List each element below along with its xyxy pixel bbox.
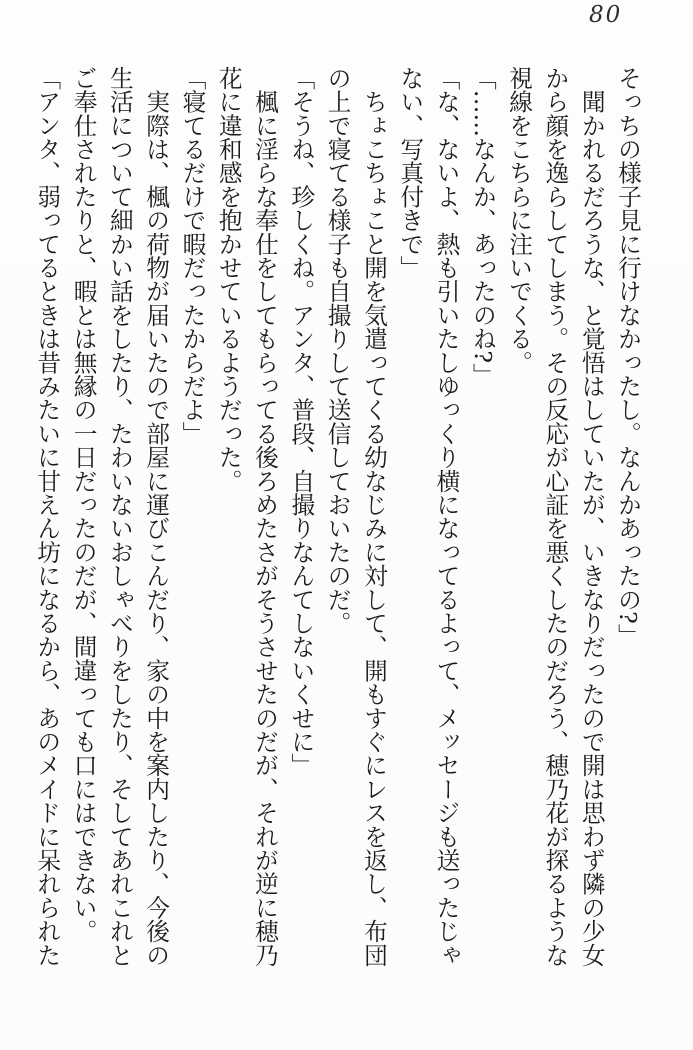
text-line: 「そうね、珍しくね。アンタ、普段、自撮りなんてしないくせに」 — [287, 66, 316, 777]
text-line: 生活について細かい話をしたり、たわいないおしゃべりをしたり、そしてあれこれと — [105, 66, 134, 967]
text-line: ご奉仕されたりと、暇とは無縁の一日だったのだが、間違っても口にはできない。 — [69, 66, 98, 943]
text-line: 聞かれるだろうな、と覚悟はしていたが、いきなりだったので開は思わず隣の少女 — [577, 66, 606, 967]
text-line: 楓に淫らな奉仕をしてもらってる後ろめたさがそうさせたのだが、それが逆に穂乃 — [251, 66, 280, 967]
text-line: ない、写真付きで」 — [396, 66, 425, 280]
text-line: ちょこちょこと開を気遣ってくる幼なじみに対して、開もすぐにレスを返し、布団 — [359, 66, 388, 967]
text-line: 実際は、楓の荷物が届いたので部屋に運びこんだり、家の中を案内したり、今後の — [142, 66, 171, 967]
page-number: 80 — [589, 2, 623, 28]
text-line: 花に違和感を抱かせているようだった。 — [214, 66, 243, 493]
page-text — [29, 66, 646, 970]
text-line: から顔を逸らしてしまう。その反応が心証を悪くしたのだろう、穂乃花が探るような — [541, 66, 570, 967]
text-line: そっちの様子見に行けなかったし。なんかあったの?」 — [614, 66, 642, 648]
text-line: 「寝てるだけで暇だったからだよ」 — [178, 66, 207, 446]
text-line: 「な、ないよ、熱も引いたしゆっくり横になってるよって、メッセージも送ったじゃ — [432, 66, 461, 967]
text-line: 「……なんか、あったのね?」 — [468, 66, 497, 387]
text-line: 視線をこちらに注いでくる。 — [505, 66, 534, 375]
text-line: 「アンタ、弱ってるときは昔みたいに甘えん坊になるから、あのメイドに呆れられた — [33, 66, 62, 967]
text-line: の上で寝てる様子も自撮りして送信しておいたのだ。 — [323, 66, 352, 635]
